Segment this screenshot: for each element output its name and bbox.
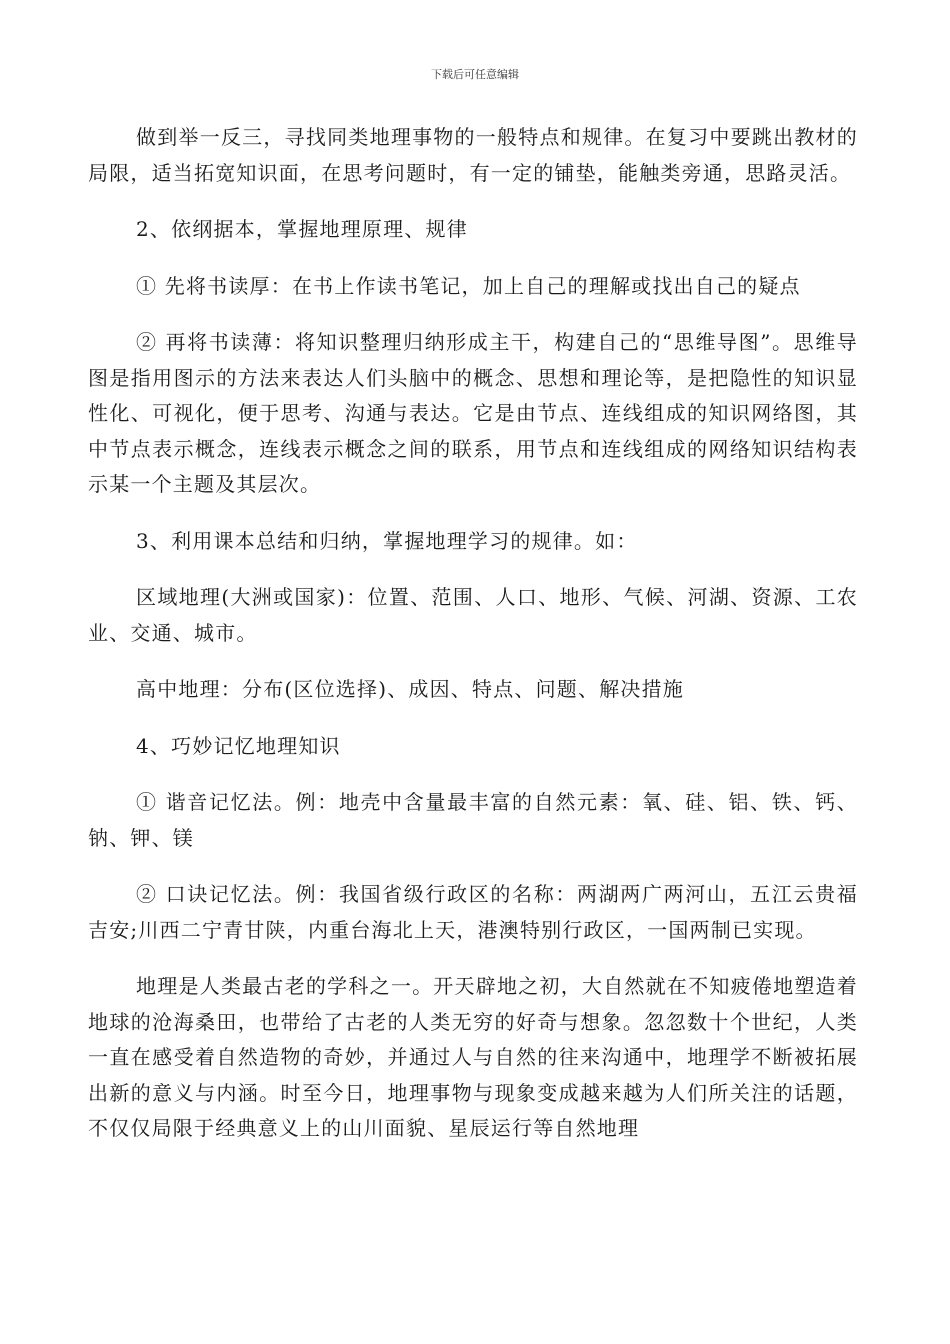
heading-4: 4、巧妙记忆地理知识 [136, 733, 341, 758]
paragraph-homophone-memory: ① 谐音记忆法。例：地壳中含量最丰富的自然元素：氧、硅、铝、铁、钙、钠、钾、镁 [88, 790, 858, 850]
document-body [88, 120, 858, 1168]
paragraph-1: 做到举一反三，寻找同类地理事物的一般特点和规律。在复习中要跳出教材的局限，适当拓宽知识面，在思考问题时，有一定的铺垫，能触类旁通，思路灵活。 [88, 125, 858, 185]
paragraph-high-school-geography: 高中地理：分布(区位选择)、成因、特点、问题、解决措施 [136, 677, 685, 701]
paragraph-geography-intro: 地理是人类最古老的学科之一。开天辟地之初，大自然就在不知疲倦地塑造着地球的沧海桑田，也带给了古老的人类无穷的好奇与想象。忽忽数十个世纪，人类一直在感受着自然造物的奇妙，并通过人与自然的往来沟通中，地理学不断被拓展出新的意义与内涵。时至今日，地理事物与现象变成越来越为人们所关注的话题，不仅仅局限于经典意义上的山川面貌、星辰运行等自然地理 [88, 974, 858, 1140]
page-header: 下载后可任意编辑 [431, 68, 519, 81]
heading-2: 2、依纲据本，掌握地理原理、规律 [136, 217, 468, 241]
heading-3: 3、利用课本总结和归纳，掌握地理学习的规律。如： [136, 528, 638, 553]
paragraph-read-thick: ① 先将书读厚：在书上作读书笔记，加上自己的理解或找出自己的疑点 [136, 273, 801, 298]
paragraph-read-thin: ② 再将书读薄：将知识整理归纳形成主干，构建自己的“思维导图”。思维导图是指用图示的方法来表达人们头脑中的概念、思想和理论等，是把隐性的知识显性化、可视化，便于思考、沟通与表达。它是由节点、连线组成的知识网络图，其中节点表示概念，连线表示概念之间的联系，用节点和连线组成的网络知识结构表示某一个主题及其层次。 [88, 330, 858, 496]
paragraph-rhyme-memory: ② 口诀记忆法。例：我国省级行政区的名称：两湖两广两河山，五江云贵福吉安;川西二宁青甘陕，内重台海北上天，港澳特别行政区，一国两制已实现。 [88, 882, 858, 942]
paragraph-regional-geography: 区域地理(大洲或国家)：位置、范围、人口、地形、气候、河湖、资源、工农业、交通、城市。 [88, 585, 858, 645]
